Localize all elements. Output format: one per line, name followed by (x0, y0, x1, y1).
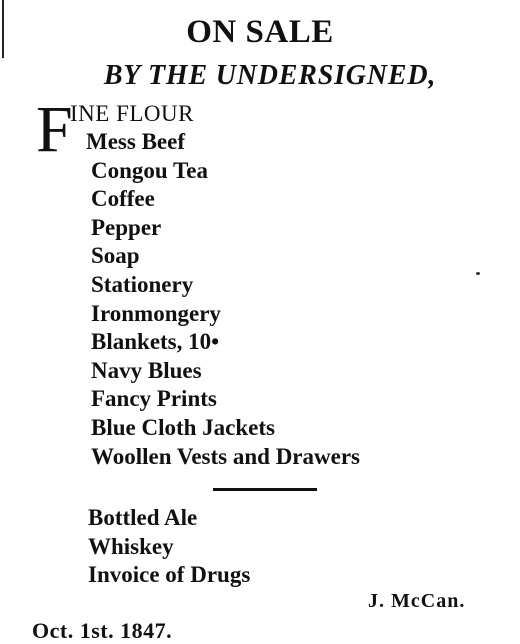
list-item: Pepper (91, 214, 162, 240)
ad-heading: ON SALE (186, 14, 334, 50)
section-divider (213, 488, 317, 491)
goods-list-additional (88, 504, 250, 590)
list-item: Bottled Ale (88, 505, 198, 530)
list-item: Congou Tea (91, 157, 208, 183)
list-item: Stationery (91, 271, 194, 297)
list-item: Fancy Prints (91, 386, 217, 412)
list-item: Blue Cloth Jackets (91, 414, 275, 440)
goods-list (86, 128, 360, 471)
list-item: Coffee (91, 186, 155, 212)
ad-date: Oct. 1st. 1847. (32, 618, 173, 643)
merchant-signature: J. McCan. (368, 590, 466, 612)
ad-subheading: BY THE UNDERSIGNED, (103, 60, 437, 91)
list-item: Mess Beef (86, 129, 185, 154)
print-speck (476, 272, 480, 275)
list-item: Blankets, 10• (91, 329, 220, 355)
list-item: Navy Blues (91, 357, 202, 383)
list-item: Soap (91, 243, 140, 269)
list-item: Ironmongery (91, 300, 221, 326)
list-item: Woollen Vests and Drawers (91, 443, 360, 469)
drop-capital: F (36, 93, 73, 166)
list-item: Invoice of Drugs (88, 562, 251, 588)
list-item: Whiskey (88, 533, 174, 559)
first-item-text: INE FLOUR (70, 101, 194, 126)
